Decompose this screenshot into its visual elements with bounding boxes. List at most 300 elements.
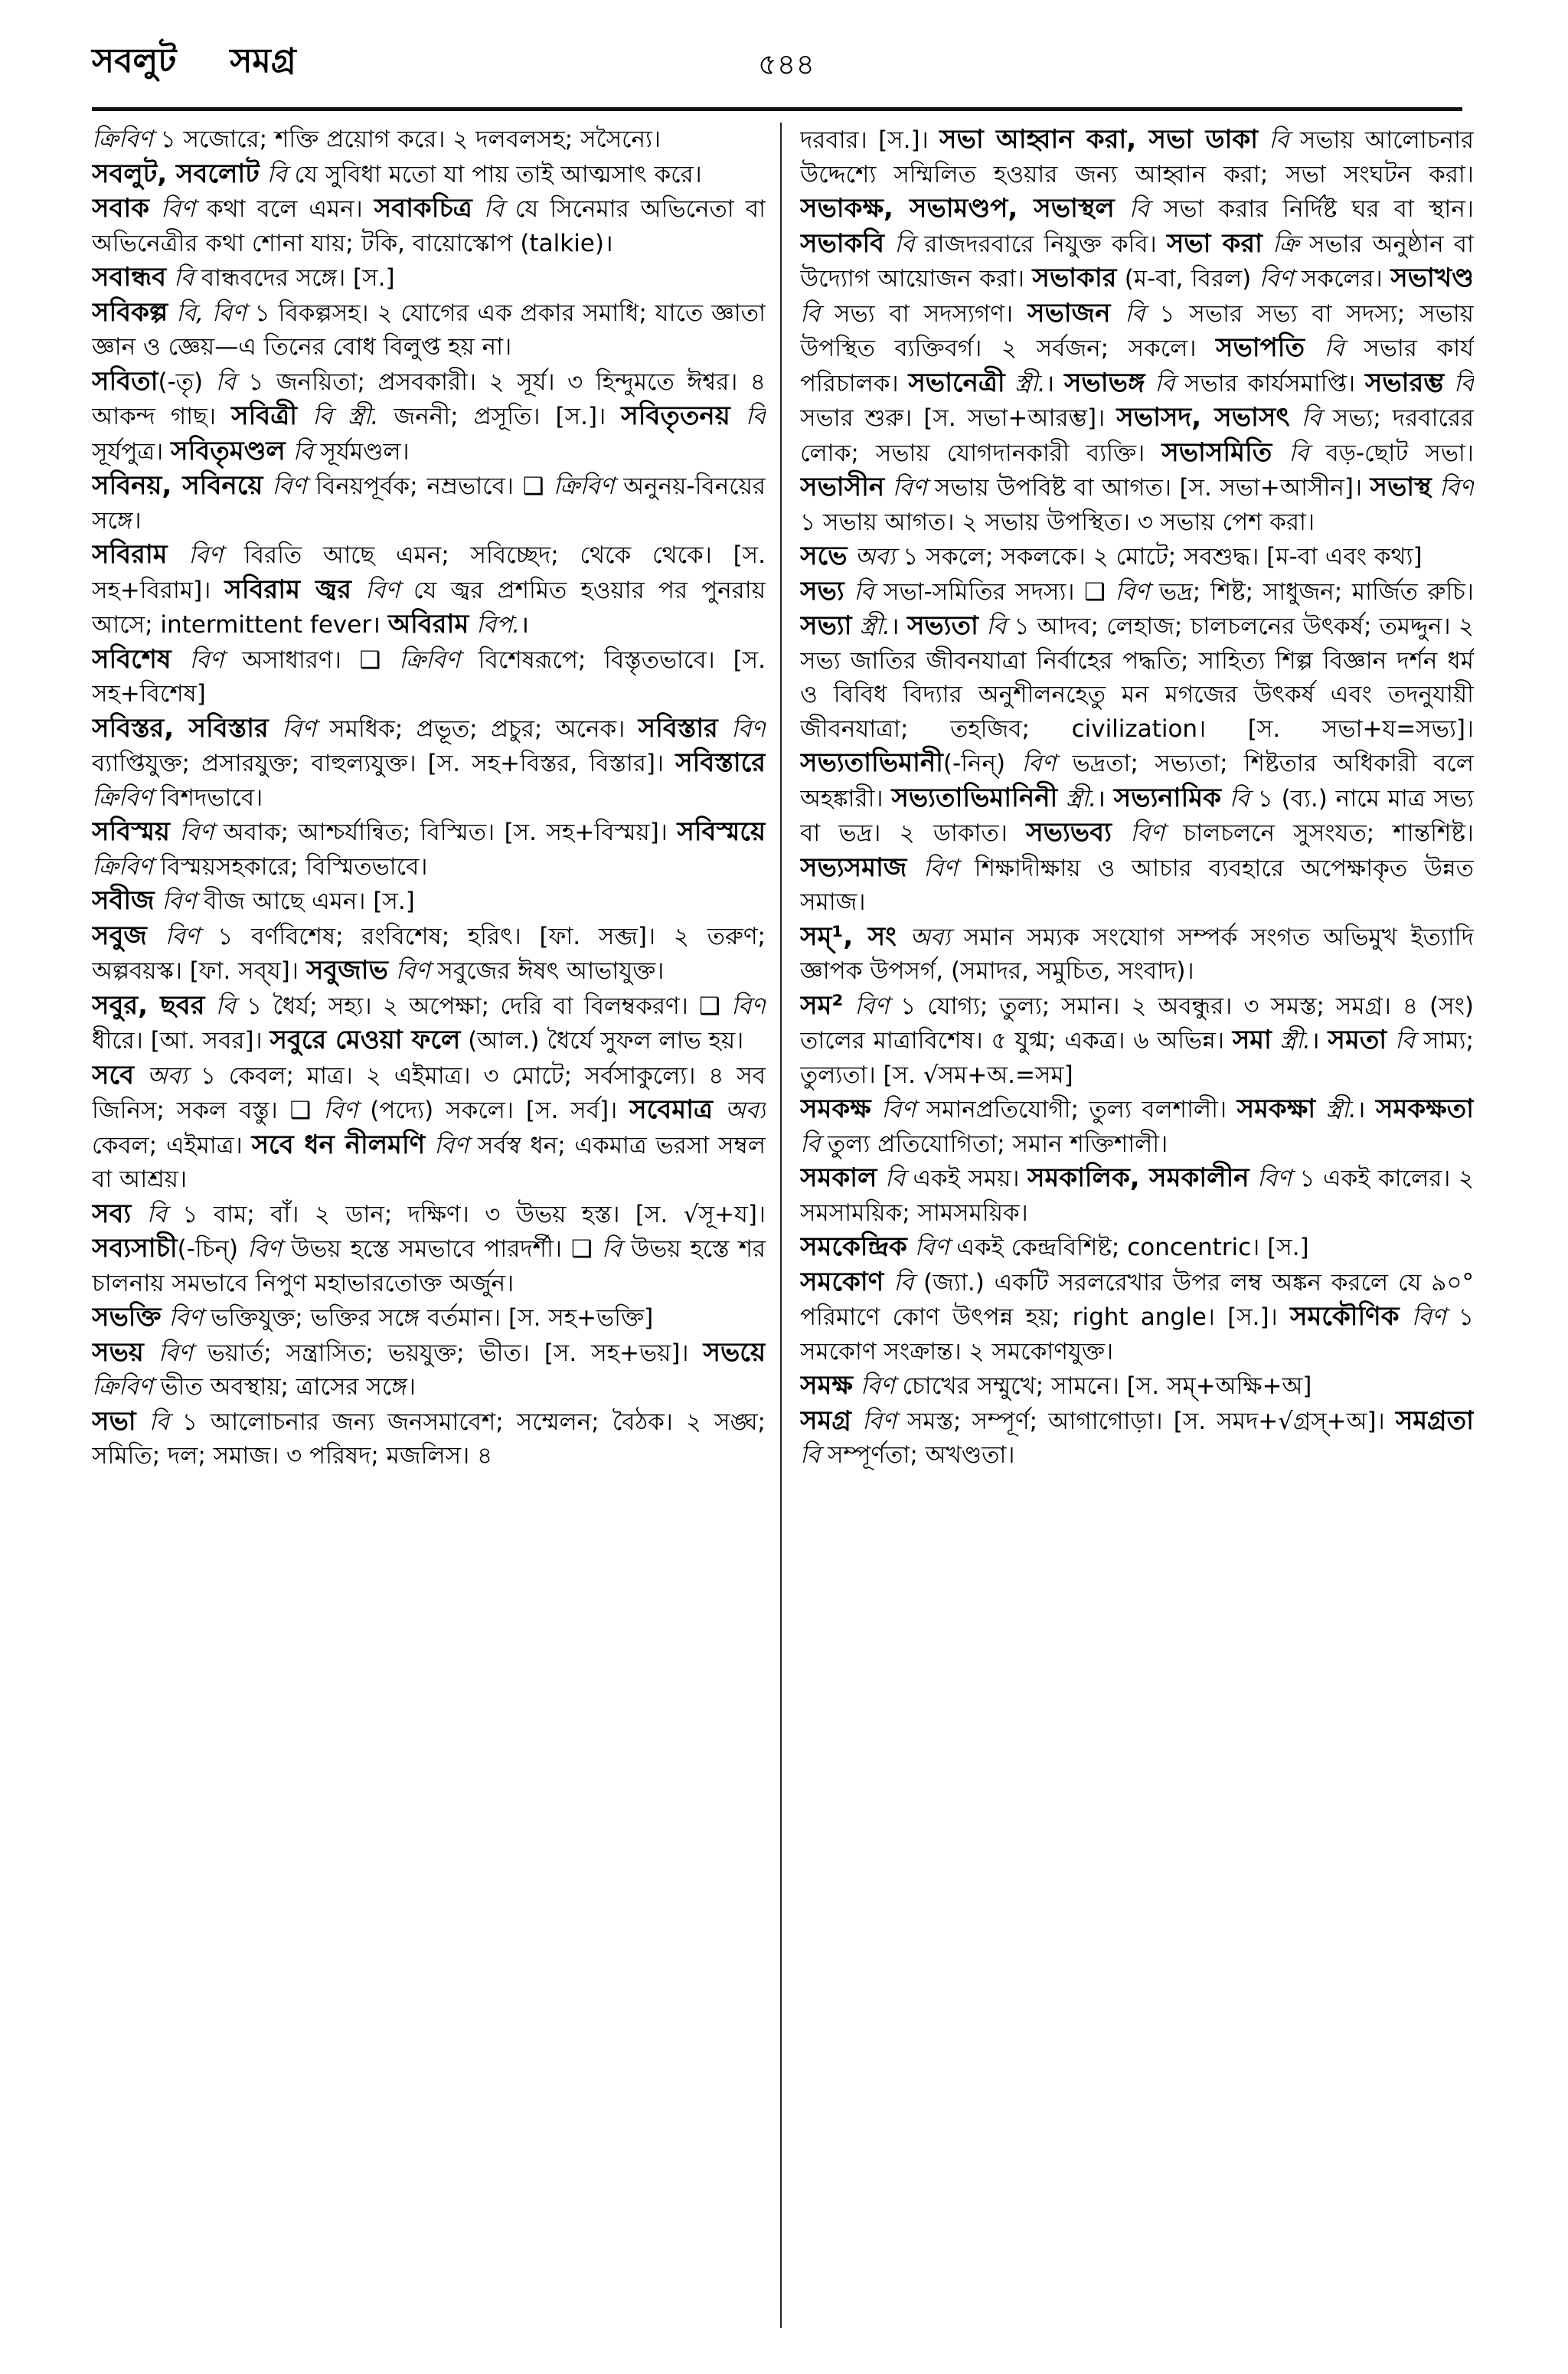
definition-text: (-তৃ) bbox=[158, 368, 216, 396]
headword: সমকাল bbox=[800, 1162, 877, 1193]
pos-label: বি bbox=[215, 368, 236, 396]
definition-text: ১ সভার সভ্য বা সদস্য; সভায় উপস্থিত ব্যক্তিবর্গ। ২ সর্বজন; সকলে। bbox=[800, 299, 1474, 362]
headword: সমকৌণিক bbox=[1289, 1301, 1400, 1332]
headword: সভা আহ্বান করা, সভা ডাকা bbox=[939, 124, 1259, 155]
definition-text bbox=[149, 195, 161, 223]
dictionary-entry bbox=[800, 574, 1474, 920]
pos-label: বিণ bbox=[158, 1339, 193, 1367]
definition-text: যে জ্বর প্রশমিত হওয়ার পর পুনরায় আসে; intermittent fever। bbox=[92, 576, 766, 639]
headword: সবিরাম জ্বর bbox=[224, 574, 351, 605]
pos-label: বিণ bbox=[323, 1097, 358, 1124]
pos-label: বি স্ত্রী. bbox=[312, 403, 379, 430]
pos-label: বিণ bbox=[1411, 1303, 1446, 1331]
dictionary-entry bbox=[92, 157, 766, 192]
definition-text: চোখের সম্মুখে; সামনে। [স. সম্+অক্ষি+অ] bbox=[894, 1372, 1312, 1400]
definition-text: ১ যোগ্য; তুল্য; সমান। ২ অবন্ধুর। ৩ সমস্ত; সমগ্র। ৪ (সং) তালের মাত্রাবিশেষ। ৫ যুগ্ম; একত্র। ৬ অভিন্ন। bbox=[800, 992, 1474, 1055]
definition-text bbox=[844, 578, 854, 606]
definition-text bbox=[1290, 404, 1302, 432]
definition-text bbox=[1005, 370, 1015, 397]
headword: সভানেত্রী bbox=[908, 367, 1005, 398]
headword: সভাপতি bbox=[1215, 332, 1305, 363]
headword: সবুজাভ bbox=[305, 955, 388, 986]
definition-text bbox=[1112, 819, 1130, 847]
headword: সমক্ষ bbox=[800, 1370, 853, 1401]
definition-text: ১ (ব্য.) নামে মাত্র সভ্য বা ভদ্র। ২ ডাকাত। bbox=[800, 784, 1474, 847]
pos-label: বিণ bbox=[914, 1234, 949, 1261]
pos-label: বি bbox=[1125, 299, 1145, 328]
definition-text bbox=[1145, 370, 1155, 397]
definition-text bbox=[847, 543, 854, 571]
definition-text bbox=[162, 1304, 169, 1332]
headword: সম² bbox=[800, 989, 844, 1021]
dictionary-entry bbox=[92, 1336, 766, 1404]
headword: সবীজ bbox=[92, 885, 155, 916]
pos-label: বিণ bbox=[168, 1304, 204, 1332]
dictionary-entry bbox=[92, 469, 766, 538]
headword: সভ্য bbox=[800, 575, 844, 607]
headword: সমতা bbox=[1328, 1025, 1387, 1055]
dictionary-entry bbox=[800, 1404, 1474, 1473]
definition-text bbox=[425, 1132, 434, 1159]
pos-label: বি bbox=[1453, 369, 1474, 397]
dictionary-entry bbox=[800, 989, 1474, 1093]
headword: সবিস্তারে bbox=[675, 747, 766, 778]
pos-label: বি bbox=[1289, 439, 1309, 467]
headword: সমকক্ষতা bbox=[1375, 1094, 1474, 1124]
pos-label: বিণ bbox=[247, 1235, 283, 1263]
headword: সমকেন্দ্রিক bbox=[800, 1231, 907, 1262]
pos-label: ক্রিবিণ bbox=[92, 783, 153, 812]
headword: সভা করা bbox=[1166, 227, 1263, 259]
definition-text: শিক্ষাদীক্ষায় ও আচার ব্যবহারে অপেক্ষাকৃত উন্নত সমাজ। bbox=[800, 854, 1474, 916]
definition-text bbox=[877, 1165, 885, 1192]
definition-text: বিরতি আছে এমন; সবিচ্ছেদ; থেকে থেকে। [স. সহ+বিরাম]। bbox=[92, 541, 766, 604]
definition-text: একই কেন্দ্রবিশিষ্ট; concentric। [স.] bbox=[949, 1234, 1309, 1261]
headword: সমকক্ষা bbox=[1236, 1094, 1316, 1124]
pos-label: বিণ bbox=[434, 1131, 469, 1159]
definition-text: রাজদরবারে নিযুক্ত কবি। bbox=[914, 230, 1167, 258]
guide-word-first: সবলুট bbox=[92, 41, 177, 80]
headword: সভা bbox=[92, 1405, 136, 1437]
pos-label: ক্রিবিণ bbox=[553, 473, 615, 500]
pos-label: বিণ bbox=[282, 714, 316, 743]
pos-label: ক্রিবিণ bbox=[92, 126, 153, 153]
definition-text bbox=[1305, 335, 1325, 362]
pos-label: বিণ bbox=[272, 473, 307, 500]
headword: সভ্যভব্য bbox=[1026, 817, 1112, 848]
dictionary-entry bbox=[92, 643, 766, 711]
definition-text: ১ সভায় আগত। ২ সভায় উপস্থিত। ৩ সভায় পেশ করা। bbox=[800, 508, 1315, 536]
definition-text bbox=[351, 577, 365, 604]
headword: সবাক bbox=[92, 193, 150, 224]
pos-label: বি bbox=[292, 437, 313, 466]
definition-text: সমস্ত; সম্পূর্ণ; আগাগোড়া। [স. সমদ+√গ্রস্+অ]। bbox=[896, 1407, 1396, 1435]
definition-text bbox=[170, 819, 180, 846]
definition-text: সূর্যমণ্ডল। bbox=[312, 437, 410, 466]
headword: সভাকক্ষ, সভামণ্ডপ, সভাস্থল bbox=[800, 193, 1115, 224]
definition-text bbox=[884, 1269, 893, 1297]
definition-text bbox=[286, 438, 293, 466]
definition-text: ১ সমকোণ সংক্রান্ত। ২ সমকোণযুক্ত। bbox=[800, 1303, 1474, 1365]
headword: সবিস্তর, সবিস্তার bbox=[92, 712, 269, 744]
pos-label: বি bbox=[986, 613, 1007, 640]
pos-label: বিণ bbox=[1439, 474, 1474, 502]
pos-label: বি bbox=[800, 1441, 821, 1469]
pos-label: বি bbox=[1129, 195, 1149, 223]
dictionary-entry bbox=[92, 123, 766, 157]
headword: সভ্যনামিক bbox=[1113, 782, 1221, 813]
headword: সবিস্ময় bbox=[92, 816, 170, 847]
definition-text: সমধিক; প্রভূত; প্রচুর; অনেক। bbox=[315, 714, 639, 743]
definition-text: সভার কার্যসমাপ্তি। bbox=[1174, 369, 1365, 397]
definition-text: বীজ আছে এমন। [স.] bbox=[196, 888, 415, 915]
pos-label: বি bbox=[1155, 369, 1175, 397]
headword: সভাকবি bbox=[800, 227, 885, 259]
headword: সবিস্তার bbox=[638, 712, 718, 744]
pos-label: বি bbox=[894, 230, 915, 258]
headword: সভাজন bbox=[1027, 297, 1111, 329]
pos-label: বিণ bbox=[165, 922, 200, 950]
headword: সভ্যতা bbox=[906, 610, 978, 641]
definition-text: যে সুবিধা মতো যা পায় তাই আত্মসাৎ করে। bbox=[286, 160, 702, 188]
pos-label: বিণ bbox=[854, 992, 890, 1020]
headword: সবিশেষ bbox=[92, 643, 172, 675]
headword: সবুর, ছবর bbox=[92, 989, 205, 1021]
pos-label: বি bbox=[266, 160, 287, 188]
headword: সবে bbox=[92, 1059, 135, 1091]
definition-text: ভয়ার্ত; সন্ত্রাসিত; ভয়যুক্ত; ভীত। [স. সহ+ভয়]। bbox=[192, 1339, 704, 1367]
pos-label: বি bbox=[1229, 784, 1250, 813]
definition-text: । bbox=[1045, 369, 1064, 397]
headword: সবিকল্প bbox=[92, 296, 168, 328]
definition-text: ১ বিকল্পসহ। ২ যোগের এক প্রকার সমাধি; যাতে জ্ঞাতা জ্ঞান ও জ্ঞেয়—এ তিনের বোধ বিলুপ্ত হয় না। bbox=[92, 299, 766, 361]
dictionary-entry bbox=[800, 539, 1474, 574]
pos-label: ক্রিবিণ bbox=[92, 1373, 153, 1401]
definition-text: ধীরে। [আ. সবর]। bbox=[92, 1027, 270, 1055]
definition-text: বান্ধবদের সঙ্গে। [স.] bbox=[194, 264, 395, 292]
dictionary-entry bbox=[92, 919, 766, 989]
pos-label: স্ত্রী. bbox=[859, 613, 890, 640]
headword: সভয় bbox=[92, 1336, 144, 1368]
headword: সভাসীন bbox=[800, 472, 885, 502]
definition-text bbox=[155, 888, 162, 915]
headword: সভ্যতাভিমানী bbox=[800, 747, 943, 778]
headword: সভয়ে bbox=[703, 1336, 766, 1368]
pos-label: বিণ bbox=[188, 541, 224, 569]
dictionary-entry bbox=[800, 1230, 1474, 1265]
definition-text bbox=[1115, 195, 1129, 223]
guide-words bbox=[92, 31, 350, 92]
pos-label: বিণ bbox=[395, 957, 430, 985]
definition-text: ১ কেবল; মাত্র। ২ এইমাত্র। ৩ মোটে; সর্বসাকুল্যে। ৪ সব জিনিস; সকল বস্তু। ❑ bbox=[92, 1061, 766, 1124]
headword: সভাখণ্ড bbox=[1390, 263, 1474, 293]
pos-label: বি bbox=[1269, 126, 1289, 154]
headword: সভাস্থ bbox=[1370, 472, 1432, 502]
headword: সভারম্ভ bbox=[1364, 367, 1445, 398]
definition-text: । bbox=[520, 611, 529, 639]
definition-text: উভয় হস্তে সমভাবে পারদর্শী। ❑ bbox=[282, 1235, 602, 1263]
definition-text bbox=[1432, 474, 1439, 502]
definition-text bbox=[1258, 126, 1269, 154]
guide-word-last: সমগ্র bbox=[230, 41, 296, 80]
pos-label: বি bbox=[745, 403, 766, 430]
pos-label: বি bbox=[1394, 1027, 1416, 1055]
dictionary-entry bbox=[92, 538, 766, 643]
definition-text: অবাক; আশ্চর্যান্বিত; বিস্মিত। [স. সহ+বিস্ময়]। bbox=[214, 819, 678, 846]
pos-label: বি bbox=[1324, 335, 1344, 362]
definition-text: বিস্ময়সহকারে; বিস্মিতভাবে। bbox=[152, 852, 428, 881]
definition-text bbox=[1387, 1027, 1395, 1055]
definition-text: দরবার। [স.]। bbox=[800, 126, 940, 154]
definition-text: তুল্য প্রতিযোগিতা; সমান শক্তিশালী। bbox=[820, 1130, 1168, 1158]
pos-label: স্ত্রী. bbox=[1066, 784, 1097, 813]
definition-text bbox=[730, 403, 746, 430]
pos-label: বিণ bbox=[162, 888, 197, 915]
pos-label: অব্য bbox=[910, 923, 951, 951]
pos-label: বিণ bbox=[861, 1407, 897, 1435]
definition-text: বড়-ছোট সভা। bbox=[1308, 439, 1474, 467]
dictionary-entry bbox=[800, 123, 1474, 539]
definition-text bbox=[1315, 1096, 1326, 1123]
headword: সভক্তি bbox=[92, 1302, 162, 1333]
pos-label: বিণ bbox=[731, 992, 766, 1020]
pos-label: বি, বিণ bbox=[176, 299, 247, 327]
definition-text bbox=[1400, 1303, 1412, 1331]
headword: সভ্যতাভিমানিনী bbox=[891, 782, 1058, 813]
definition-text: উভয় হস্তে শর চালনায় সমভাবে নিপুণ মহাভারতোক্ত অর্জুন। bbox=[92, 1235, 766, 1297]
headword: সবুরে মেওয়া ফলে bbox=[270, 1025, 461, 1055]
definition-text: কেবল; এইমাত্র। bbox=[92, 1131, 252, 1159]
headword: সব্য bbox=[92, 1198, 132, 1229]
dictionary-entry bbox=[92, 711, 766, 816]
definition-text: । bbox=[890, 613, 907, 640]
definition-text: সভ্য বা সদস্যগণ। bbox=[820, 299, 1027, 328]
dictionary-entry bbox=[800, 1161, 1474, 1230]
definition-text bbox=[884, 474, 892, 502]
definition-text: জননী; প্রসূতি। [স.]। bbox=[378, 403, 622, 430]
headword: সবিনয়, সবিনয়ে bbox=[92, 470, 263, 501]
definition-text bbox=[388, 957, 396, 985]
definition-text bbox=[134, 1062, 147, 1090]
pos-label: বি bbox=[215, 992, 236, 1020]
definition-text bbox=[713, 1097, 725, 1124]
definition-text bbox=[1272, 1027, 1280, 1055]
headword: সবান্ধব bbox=[92, 262, 167, 293]
header-rule bbox=[92, 107, 1462, 111]
definition-text: ব্যাপ্তিযুক্ত; প্রসারযুক্ত; বাহুল্যযুক্ত। [স. সহ+বিস্তর, বিস্তার]। bbox=[92, 750, 676, 777]
definition-text: বিশদভাবে। bbox=[152, 783, 263, 812]
definition-text: ১ একই কালের। ২ সমসাময়িক; সামসময়িক। bbox=[800, 1165, 1474, 1227]
definition-text bbox=[884, 231, 894, 258]
definition-text: ১ বর্ণবিশেষ; রংবিশেষ; হরিৎ। [ফা. সব্জ]। ২ তরুণ; অল্পবয়স্ক। [ফা. সব্‌য]। bbox=[92, 922, 766, 985]
headword: সমকালিক, সমকালীন bbox=[1027, 1162, 1250, 1193]
dictionary-entry bbox=[92, 260, 766, 296]
definition-text: একই সময়। bbox=[904, 1165, 1027, 1192]
pos-label: স্ত্রী. bbox=[1014, 369, 1046, 397]
pos-label: বিণ bbox=[1021, 750, 1057, 777]
dictionary-entry bbox=[800, 1368, 1474, 1404]
definition-text bbox=[1221, 785, 1230, 813]
pos-label: বিণ bbox=[365, 576, 400, 604]
definition-text bbox=[1057, 785, 1066, 813]
headword: সভাসমিতি bbox=[1161, 437, 1272, 468]
dictionary-entry bbox=[92, 1404, 766, 1473]
pos-label: বি bbox=[146, 1200, 167, 1228]
definition-text: সমানপ্রতিযোগী; তুল্য বলশালী। bbox=[916, 1096, 1237, 1123]
definition-text bbox=[144, 1339, 158, 1367]
headword: সবিরাম bbox=[92, 539, 168, 570]
pos-label: ক্রিবিণ bbox=[92, 852, 153, 881]
definition-text bbox=[906, 855, 923, 882]
definition-text: ভীত অবস্থায়; ত্রাসের সঙ্গে। bbox=[152, 1373, 416, 1401]
pos-label: বিণ bbox=[860, 1372, 895, 1400]
pos-label: স্ত্রী. bbox=[1325, 1096, 1357, 1123]
pos-label: বিণ bbox=[923, 854, 958, 882]
definition-text bbox=[851, 1408, 862, 1435]
definition-text: সভায় উপবিষ্ট বা আগত। [স. সভা+আসীন]। bbox=[926, 474, 1370, 502]
definition-text bbox=[1444, 370, 1454, 397]
definition-text: সাম্য; তুল্যতা। [স. √সম+অ.=সম] bbox=[800, 1027, 1474, 1089]
pos-label: ক্রিবিণ bbox=[399, 646, 460, 674]
definition-text: সকলের। bbox=[1293, 265, 1391, 293]
definition-text bbox=[897, 924, 910, 951]
definition-text bbox=[472, 195, 484, 223]
definition-text: অনুনয়-বিনয়ের সঙ্গে। bbox=[92, 473, 766, 535]
definition-text: বিনয়পূর্বক; নম্রভাবে। ❑ bbox=[306, 473, 554, 500]
headword: সব্যসাচী bbox=[92, 1233, 178, 1264]
pos-label: বিণ bbox=[1130, 819, 1165, 847]
pos-label: বিণ bbox=[179, 819, 214, 846]
definition-text bbox=[260, 161, 267, 188]
definition-text: ১ আলোচনার জন্য জনসমাবেশ; সম্মেলন; বৈঠক। ২ সঙ্ঘ; সমিতি; দল; সমাজ। ৩ পরিষদ; মজলিস। ৪ bbox=[92, 1408, 766, 1470]
definition-text bbox=[843, 992, 854, 1020]
pos-label: বি bbox=[601, 1235, 622, 1263]
definition-text: সভা করার নির্দিষ্ট ঘর বা স্থান। bbox=[1148, 195, 1474, 223]
dictionary-entry bbox=[92, 1197, 766, 1301]
pos-label: বিণ bbox=[892, 474, 927, 502]
pos-label: অব্য bbox=[146, 1061, 188, 1090]
headword: সবিতৃতনয় bbox=[621, 401, 730, 431]
definition-text bbox=[204, 992, 215, 1020]
pos-label: বি bbox=[483, 195, 504, 223]
dictionary-entry bbox=[92, 884, 766, 919]
definition-text: সভায় আলোচনার উদ্দেশ্যে সম্মিলিত হওয়ার জন্য আহ্বান করা; সভা সংঘটন করা। bbox=[800, 126, 1474, 188]
headword: সভাভঙ্গ bbox=[1063, 367, 1145, 398]
definition-text: (-চিন্) bbox=[177, 1235, 248, 1263]
definition-text: চালচলনে সুসংযত; শান্তশিষ্ট। bbox=[1165, 819, 1474, 847]
headword: সমগ্র bbox=[800, 1404, 851, 1436]
headword: সভ্যসমাজ bbox=[800, 852, 907, 883]
definition-text: সভা-সমিতির সদস্য। ❑ bbox=[874, 577, 1116, 606]
definition-text bbox=[297, 403, 312, 430]
pos-label: অব্য bbox=[724, 1097, 766, 1124]
pos-label: বি bbox=[149, 1408, 169, 1436]
pos-label: বিণ bbox=[1257, 1165, 1292, 1192]
page-number: ৫৪৪ bbox=[758, 47, 815, 81]
definition-text bbox=[269, 715, 282, 743]
definition-text bbox=[907, 1234, 915, 1261]
definition-text: সবুজের ঈষৎ আভাযুক্ত। bbox=[430, 957, 665, 985]
definition-text bbox=[263, 473, 272, 500]
pos-label: বিপ. bbox=[476, 611, 521, 639]
pos-label: বি bbox=[854, 577, 874, 606]
definition-text: ১ জনয়িতা; প্রসবকারী। ২ সূর্য। ৩ হিন্দুমতে ঈশ্বর। ৪ আকন্দ গাছ। bbox=[92, 368, 766, 430]
dictionary-entry bbox=[92, 1058, 766, 1197]
pos-label: বি bbox=[800, 1130, 821, 1158]
definition-text bbox=[136, 1408, 149, 1436]
headword: সভাসদ, সভাসৎ bbox=[1116, 402, 1290, 433]
definition-text: (-নিন্) bbox=[942, 750, 1022, 777]
definition-text: অসাধারণ। ❑ bbox=[224, 646, 400, 674]
pos-label: বি bbox=[800, 299, 821, 328]
pos-label: বিণ bbox=[189, 646, 224, 674]
definition-text bbox=[131, 1201, 146, 1228]
definition-text: যে সিনেমার অভিনেতা বা অভিনেত্রীর কথা শোনা যায়; টকি, বায়োস্কোপ (talkie)। bbox=[92, 195, 766, 257]
definition-text: । bbox=[1310, 1027, 1328, 1055]
pos-label: বিণ bbox=[1115, 577, 1150, 606]
definition-text bbox=[147, 923, 165, 950]
dictionary-entry bbox=[92, 191, 766, 260]
dictionary-entry bbox=[92, 365, 766, 469]
definition-text: ১ সজোরে; শক্তি প্রয়োগ করে। ২ দলবলসহ; সসৈন্যে। bbox=[152, 126, 662, 153]
definition-text bbox=[1250, 1165, 1258, 1192]
definition-text: সম্পূর্ণতা; অখণ্ডতা। bbox=[820, 1441, 1015, 1469]
headword: সবে ধন নীলমণি bbox=[251, 1129, 426, 1160]
pos-label: বিণ bbox=[731, 714, 766, 743]
right-column bbox=[800, 123, 1474, 2343]
definition-text bbox=[168, 299, 176, 327]
definition-text bbox=[172, 646, 190, 674]
definition-text: কথা বলে এমন। bbox=[194, 195, 374, 223]
dictionary-entry bbox=[92, 989, 766, 1058]
definition-text: ভদ্র; শিষ্ট; সাধুজন; মার্জিত রুচি। bbox=[1149, 577, 1474, 606]
headword: সভাকার bbox=[1032, 263, 1117, 293]
definition-text: ১ ধৈর্য; সহ্য। ২ অপেক্ষা; দেরি বা বিলম্বকরণ। ❑ bbox=[235, 992, 732, 1020]
definition-text: সমান সম্যক সংযোগ সম্পর্ক সংগত অভিমুখ ইত্যাদি জ্ঞাপক উপসর্গ, (সমাদর, সমুচিত, সংবাদ)। bbox=[800, 923, 1474, 985]
headword: সবাকচিত্র bbox=[374, 193, 472, 224]
definition-text bbox=[852, 613, 860, 640]
definition-text: সভার কার্য পরিচালক। bbox=[800, 335, 1474, 397]
pos-label: ক্রি bbox=[1272, 230, 1299, 258]
definition-text bbox=[166, 264, 174, 292]
pos-label: বি bbox=[173, 264, 194, 292]
pos-label: বিণ bbox=[1259, 265, 1294, 293]
definition-text: ১ বাম; বাঁ। ২ ডান; দক্ষিণ। ৩ উভয় হস্ত। [স. √সূ+য]। bbox=[166, 1200, 766, 1228]
definition-text: ভক্তিযুক্ত; ভক্তির সঙ্গে বর্তমান। [স. সহ+ভক্তি] bbox=[203, 1304, 654, 1332]
definition-text: সূর্যপুত্র। bbox=[92, 437, 172, 466]
definition-text: ১ আদব; লেহাজ; চালচলনের উৎকর্ষ; তমদ্দুন। ২ সভ্য জাতির জীবনযাত্রা নির্বাহের পদ্ধতি; সাহিত্য শিল্প বিজ্ঞান দর্শন ধর্ম ও বিবিধ বিদ্যার অনুশীলনহেতু মন মগজের উৎকর্ষ এবং তদনুযায়ী জীবনযাত্রা; তহজিব; civilization। [স. সভা+য=সভ্য]। bbox=[800, 613, 1474, 743]
definition-text bbox=[1272, 440, 1289, 467]
definition-text: ১ সকলে; সকলকে। ২ মোটে; সবশুদ্ধ। [ম-বা এবং কথ্য] bbox=[895, 543, 1423, 571]
definition-text: সভার অনুষ্ঠান বা উদ্যোগ আয়োজন করা। bbox=[800, 230, 1474, 293]
dictionary-entry bbox=[92, 296, 766, 365]
headword: সবিত্রী bbox=[231, 401, 297, 431]
headword: সবিতা bbox=[92, 365, 158, 397]
headword: সভে bbox=[800, 541, 848, 571]
pos-label: বিণ bbox=[161, 195, 195, 223]
headword: সভ্যা bbox=[800, 610, 852, 641]
headword: সমকোণ bbox=[800, 1266, 884, 1297]
headword: সবিতৃমণ্ডল bbox=[171, 435, 286, 466]
headword: সবেমাত্র bbox=[629, 1094, 713, 1125]
pos-label: বি bbox=[884, 1165, 905, 1192]
dictionary-entry bbox=[800, 920, 1474, 989]
definition-text bbox=[1110, 300, 1125, 328]
dictionary-entry bbox=[800, 1265, 1474, 1369]
definition-text: সভার শুরু। [স. সভা+আরম্ভ]। bbox=[800, 404, 1117, 432]
dictionary-entry bbox=[92, 1300, 766, 1336]
headword: অবিরাম bbox=[387, 609, 469, 639]
